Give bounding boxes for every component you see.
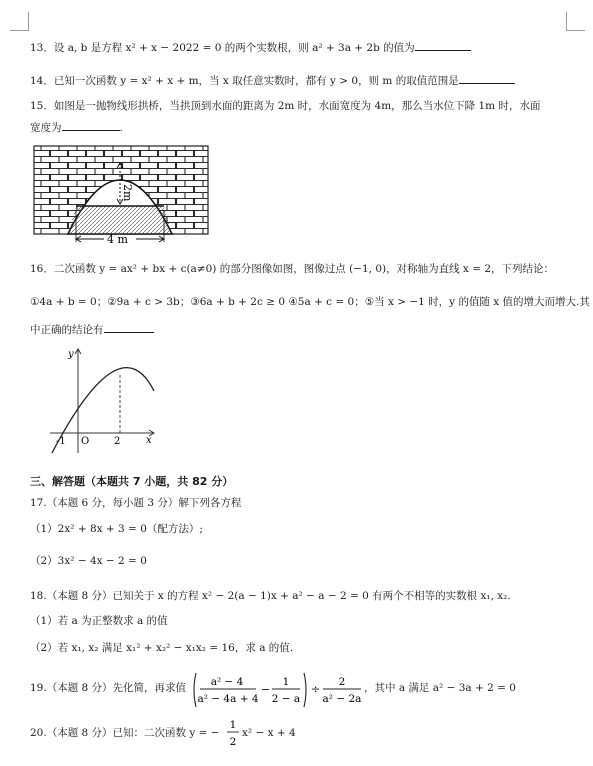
y-axis-label: y: [68, 349, 74, 360]
corner-mark-left: [10, 12, 29, 31]
answer-blank: [459, 72, 515, 84]
frac1-denominator: a² − 4a + 4: [197, 693, 259, 705]
question-18-part2: （2）若 x₁, x₂ 满足 x₁² + x₂² − x₁x₂ = 16，求 a 的值.: [30, 642, 294, 654]
question-19-suffix: ，其中 a 满足 a² − 3a + 2 = 0: [364, 682, 516, 694]
arch-bridge-figure: [32, 144, 210, 248]
origin-label: O: [81, 436, 90, 447]
question-15-line2: 宽度为 .: [30, 119, 123, 136]
frac-numerator: 1: [229, 719, 237, 731]
frac2-numerator: 1: [282, 676, 290, 688]
frac2-denominator: 2 − a: [271, 693, 301, 705]
answer-blank: [104, 321, 154, 333]
question-17-part1: （1）2x² + 8x + 3 = 0（配方法）;: [30, 523, 203, 535]
question-13-text: 13．设 a, b 是方程 x² + x − 2022 = 0 的两个实数根，则 a² + 3a + 2b 的值为: [30, 42, 415, 54]
question-16-line2: ①4a + b = 0；②9a + c > 3b；③6a + b + 2c ≥ 0 ④5a + c = 0；⑤当 x > −1 时，y 的值随 x 值的增大而增大.其: [30, 296, 590, 308]
question-18: 18.（本题 8 分）已知关于 x 的方程 x² − 2(a − 1)x + a² − a − 2 = 0 有两个不相等的实数根 x₁, x₂.: [30, 590, 511, 602]
corner-mark-right: [566, 12, 585, 31]
question-18-part1: （1）若 a 为正整数求 a 的值: [30, 615, 168, 627]
width-label: 4 m: [107, 233, 128, 246]
question-16-line1: 16．二次函数 y = ax² + bx + c(a≠0) 的部分图像如图，图像过点 (−1, 0)，对称轴为直线 x = 2，下列结论：: [30, 263, 555, 275]
height-label: 2m: [121, 184, 134, 202]
x-two-label: 2: [114, 436, 121, 447]
frac1-numerator: a² − 4: [210, 676, 244, 688]
minus-sign: −: [261, 683, 271, 696]
answer-blank: [415, 39, 471, 51]
question-19-prefix: 19.（本题 8 分）先化简，再求值: [30, 682, 187, 694]
question-15-text: 宽度为: [30, 122, 62, 134]
divide-sign: ÷: [311, 683, 321, 696]
question-17: 17.（本题 6 分，每小题 3 分）解下列各方程: [30, 497, 242, 509]
question-13: [30, 39, 471, 56]
question-15-line1: 15．如图是一抛物线形拱桥，当拱顶到水面的距离为 2m 时，水面宽度为 4m，那么当水位下降 1m 时，水面: [30, 100, 541, 112]
question-17-part2: （2）3x² − 4x − 2 = 0: [30, 555, 147, 567]
question-20-fraction: [226, 715, 240, 751]
frac3-numerator: 2: [338, 676, 346, 688]
question-20-suffix: x² − x + 4: [242, 727, 296, 739]
neg-one-label: -1: [56, 436, 66, 447]
section-3-title: 三、解答题（本题共 7 小题，共 82 分）: [30, 475, 234, 488]
parabola-graph: [48, 345, 158, 457]
frac3-denominator: a² − 2a: [322, 693, 362, 705]
right-paren: [304, 673, 306, 707]
question-14: [30, 72, 515, 89]
answer-blank: [62, 119, 120, 131]
frac-denominator: 2: [229, 736, 237, 748]
question-16-line3: [30, 321, 154, 338]
x-axis-label: x: [146, 435, 152, 446]
question-20-prefix: 20.（本题 8 分）已知：二次函数 y = −: [30, 727, 220, 739]
question-16-text: 中正确的结论有: [30, 324, 104, 336]
parabola-curve: [52, 368, 154, 453]
water-body: [68, 206, 172, 234]
left-paren: [194, 673, 196, 707]
question-14-text: 14．已知一次函数 y = x² + x + m，当 x 取任意实数时，都有 y > 0，则 m 的取值范围是: [30, 75, 459, 87]
